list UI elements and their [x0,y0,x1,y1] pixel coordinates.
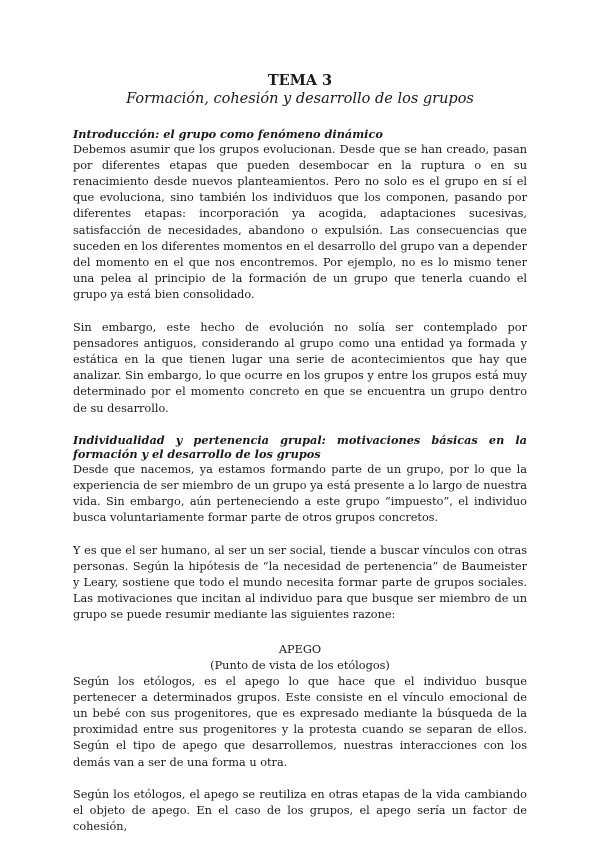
subsection-subtitle-apego: (Punto de vista de los etólogos) [210,658,390,672]
paragraph-spacer [73,304,527,320]
section-heading-individualidad: Individualidad y pertenencia grupal: motivaciones básicas en la formación y el desarrollo de los grupos [73,432,527,462]
paragraph: Según los etólogos, el apego se reutiliza en otras etapas de la vida cambiando el objeto de apego. En el caso de los grupos, el apego sería un factor de cohesión, [73,787,527,834]
document-title: TEMA 3 [267,72,333,89]
paragraph-spacer [73,527,527,543]
paragraph: Desde que nacemos, ya estamos formando parte de un grupo, por lo que la experiencia de ser miembro de un grupo ya está presente a lo largo de nuestra vida. Sin embargo, aún perteneciendo a este grupo “impuesto”, el individuo busca voluntariamente formar parte de otros grupos concretos. [73,462,527,525]
paragraph-spacer [73,417,527,433]
document-subtitle: Formación, cohesión y desarrollo de los grupos [126,91,474,107]
paragraph: Según los etólogos, es el apego lo que hace que el individuo busque pertenecer a determinados grupos. Este consiste en el vínculo emocional de un bebé con sus progenitores, que es expresado mediante la búsqueda de la proximidad entre sus progenitores y la protesta cuando se separan de ellos. Según el tipo de apego que desarrollemos, nuestras interacciones con los demás van a ser de una forma u otra. [73,674,527,769]
paragraph-spacer [73,771,527,787]
paragraph: Debemos asumir que los grupos evolucionan. Desde que se han creado, pasan por diferentes etapas que pueden desembocar en la ruptura o en su renacimiento desde nuevos planteamientos. Pero no solo es el grupo en sí el que evoluciona, sino también los individuos que los componen, pasando por diferentes etapas: incorporación ya acogida, adaptaciones sucesivas, satisfacción de necesidades, abandono o expulsión. Las consecuencias que suceden en los diferentes momentos en el desarrollo del grupo van a depender del momento en el que nos encontremos. Por ejemplo, no es lo mismo tener una pelea al principio de la formación de un grupo que tenerla cuando el grupo ya está bien consolidado. [73,142,527,302]
subsection-title-apego: APEGO [278,642,322,656]
section-heading-introduccion: Introducción: el grupo como fenómeno dinámico [73,127,383,141]
paragraph: Y es que el ser humano, al ser un ser social, tiende a buscar vínculos con otras personas. Según la hipótesis de “la necesidad de pertenencia” de Baumeister y Leary, sostiene que todo el mundo necesita formar parte de grupos sociales. Las motivaciones que incitan al individuo para que busque ser miembro de un grupo se puede resumir mediante las siguientes razone: [73,543,527,622]
paragraph-spacer [73,624,527,640]
paragraph: Sin embargo, este hecho de evolución no solía ser contemplado por pensadores antiguos, considerando al grupo como una entidad ya formada y estática en la que tienen lugar una serie de acontecimientos que hay que analizar. Sin embargo, lo que ocurre en los grupos y entre los grupos está muy determinado por el momento concreto en que se encuentra un grupo dentro de su desarrollo. [73,320,527,415]
